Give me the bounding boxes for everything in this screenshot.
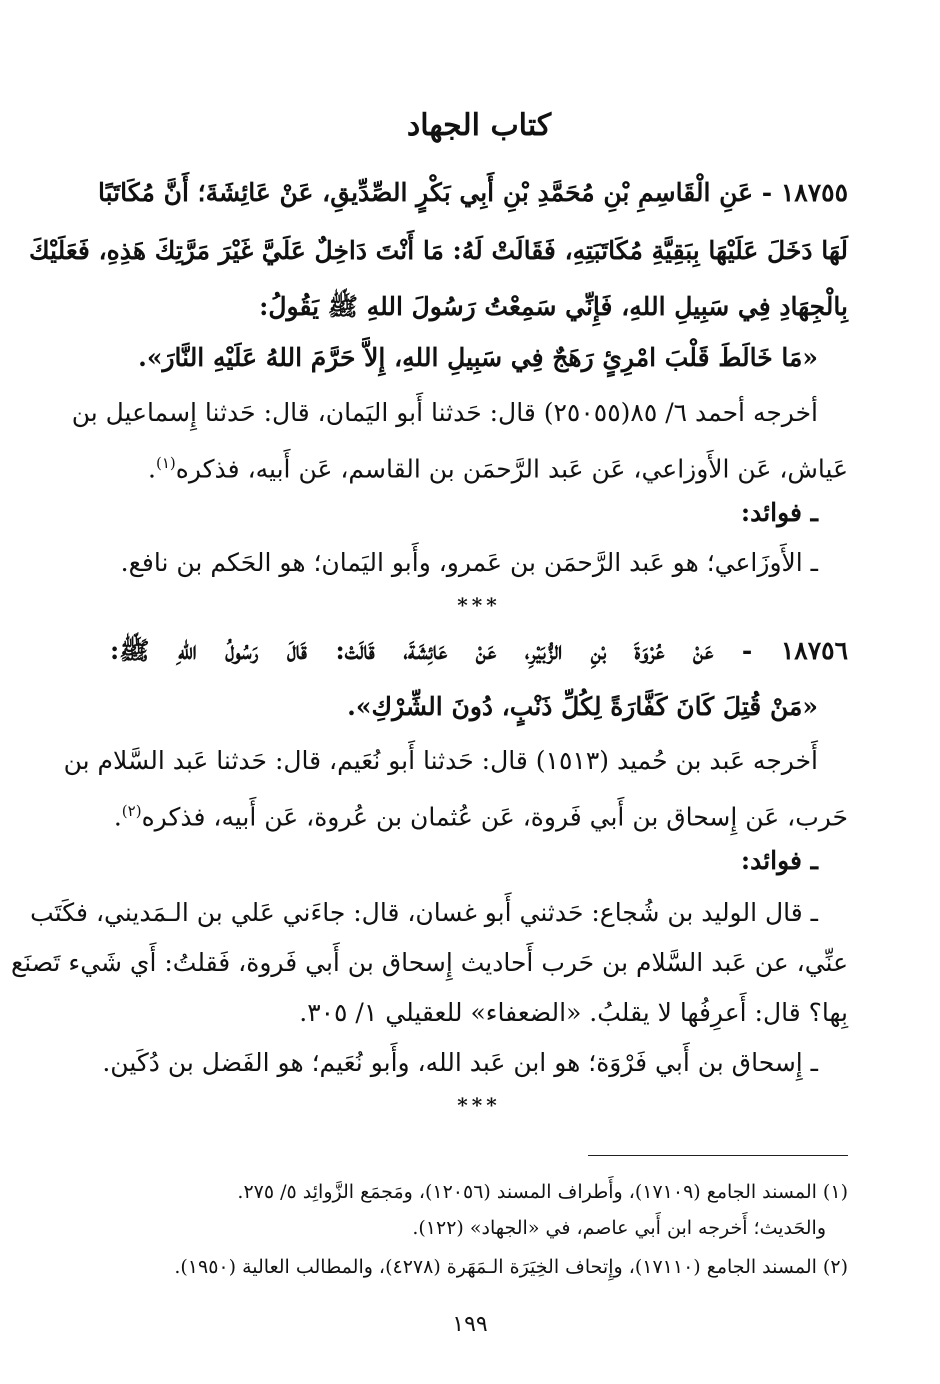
hadith-18755-line-2: لَهَا دَخَلَ عَلَيْهَا بِبَقِيَّةِ مُكَاتَبَتِهِ، فَقَالَتْ لَهُ: مَا أَنْتَ دَاخِلٌ عَلَيَّ غَيْرَ مَرَّتِكَ هَذِهِ، فَعَلَيْكَ — [28, 236, 848, 265]
takhrij-18755-period: . — [148, 454, 156, 484]
fawaid-18756-note-1-line-1: ـ قال الوليد بن شُجاع: حَدثني أَبو غسان، قال: جاءَني عَلي بن الـمَديني، فكَتَب — [30, 898, 818, 927]
hadith-18756-matn: «مَنْ قُتِلَ كَانَ كَفَّارَةً لِكُلِّ ذَنْبٍ، دُونَ الشِّرْكِ». — [347, 692, 818, 721]
hadith-18755-line-3: بِالْجِهَادِ فِي سَبِيلِ اللهِ، فَإِنِّي سَمِعْتُ رَسُولَ اللهِ ﷺ يَقُولُ: — [259, 292, 848, 321]
hadith-18756-line-1: ١٨٧٥٦ - عَنْ عُرْوَةَ بْنِ الزُّبَيْرِ، عَنْ عَائِشَةَ، قَالَتْ: قَالَ رَسُولُ اللهِ ﷺ: — [110, 636, 848, 665]
takhrij-18756-line-1: أَخرجه عَبد بن حُميد (١٥١٣) قال: حَدثنا أَبو نُعَيم، قال: حَدثنا عَبد السَّلام بن — [63, 746, 818, 775]
fawaid-18755-note: ـ الأَوزَاعي؛ هو عَبد الرَّحمَن بن عَمرو، وأَبو اليَمان؛ هو الحَكم بن نافع. — [120, 548, 818, 577]
hadith-18755-matn: «مَا خَالَطَ قَلْبَ امْرِئٍ رَهَجٌ فِي سَبِيلِ اللهِ، إِلاَّ حَرَّمَ اللهُ عَلَيْهِ النَّارَ». — [138, 343, 818, 372]
fawaid-18756-note-2: ـ إِسحاق بن أَبي فَرْوَة؛ هو ابن عَبد الله، وأَبو نُعَيم؛ هو الفَضل بن دُكَين. — [102, 1048, 818, 1077]
takhrij-18756-line-2 — [110, 788, 848, 840]
takhrij-18755-line-2 — [110, 440, 848, 492]
fawaid-heading-1: ـ فوائد: — [740, 498, 818, 527]
footnote-1-continuation: والحَديث؛ أَخرجه ابن أَبي عاصم، في «الجهاد» (١٢٢). — [412, 1217, 826, 1239]
hadith-18755-line-1: ١٨٧٥٥ - عَنِ الْقَاسِمِ بْنِ مُحَمَّدِ بْنِ أَبِي بَكْرٍ الصِّدِّيقِ، عَنْ عَائِشَةَ؛ أَنَّ مُكَاتَبًا — [98, 178, 848, 207]
footnote-ref-1: (١) — [155, 454, 176, 472]
page-number: ١٩٩ — [452, 1312, 488, 1337]
fawaid-18756-note-1-line-2: عنِّي، عن عَبد السَّلام بن حَرب أَحاديث إِسحاق بن أَبي فَروة، فَقلتُ: أَي شَيء تَصنَع — [11, 948, 848, 977]
fawaid-heading-2: ـ فوائد: — [740, 846, 818, 875]
takhrij-18756-period: . — [113, 802, 122, 832]
separator-stars-1: *** — [457, 593, 501, 617]
footnote-divider — [588, 1155, 848, 1156]
footnote-2: (٢) المسند الجامع (١٧١١٠)، وإِتحاف الخِيَرَة الـمَهَرة (٤٢٧٨)، والمطالب العالية (١٩٥٠). — [174, 1256, 848, 1278]
footnote-1: (١) المسند الجامع (١٧١٠٩)، وأَطراف المسند (١٢٠٥٦)، ومَجمَع الزَّوائِد ٥/ ٢٧٥. — [237, 1181, 848, 1203]
fawaid-18756-note-1-line-3: بِها؟ قال: أَعرِفُها لا يقلبُ. «الضعفاء» للعقيلي ١/ ٣٠٥. — [299, 998, 848, 1027]
takhrij-18755-text: عَياش، عَن الأَوزاعي، عَن عَبد الرَّحمَن بن القاسم، عَن أَبيه، فذكره — [175, 454, 848, 484]
footnote-ref-2: (٢) — [121, 802, 142, 820]
separator-stars-2: *** — [457, 1093, 501, 1117]
chapter-title: كتاب الجهاد — [406, 108, 552, 143]
takhrij-18755-line-1: أخرجه أحمد ٦/ ٨٥(٢٥٠٥٥) قال: حَدثنا أَبو اليَمان، قال: حَدثنا إِسماعيل بن — [71, 398, 818, 427]
takhrij-18756-text: حَرب، عَن إِسحاق بن أَبي فَروة، عَن عُثمان بن عُروة، عَن أَبيه، فذكره — [141, 802, 848, 832]
